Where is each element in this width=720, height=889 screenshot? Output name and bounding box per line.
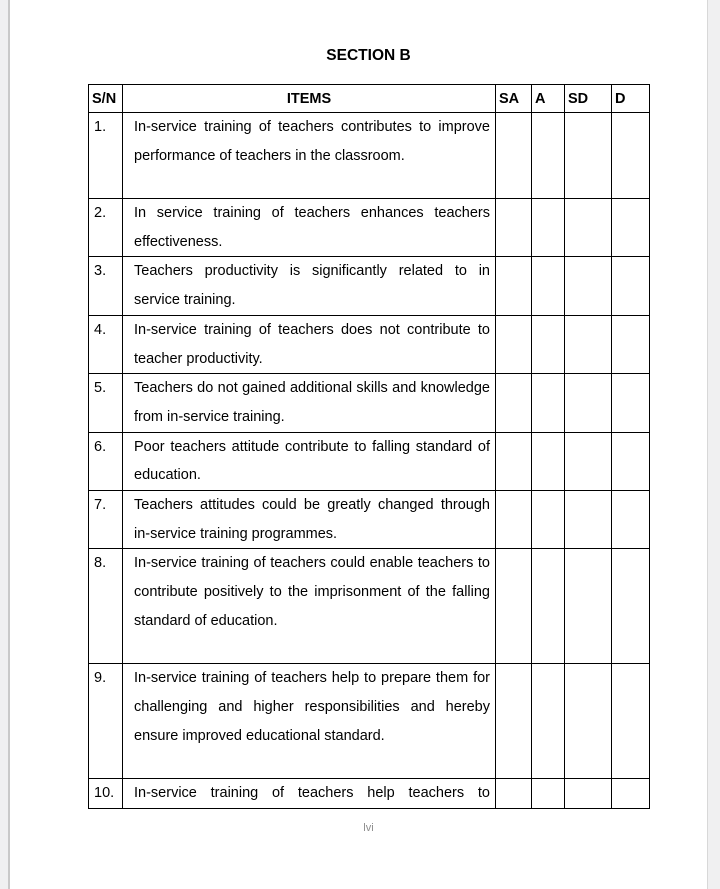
table-row [89, 199, 650, 257]
answer-cell-a[interactable] [532, 432, 565, 490]
answer-cell-d[interactable] [612, 432, 650, 490]
answer-cell-sd[interactable] [565, 549, 612, 664]
row-number: 10. [89, 779, 123, 809]
answer-cell-sa[interactable] [496, 432, 532, 490]
row-number: 3. [89, 257, 123, 315]
table-row [89, 113, 650, 199]
answer-cell-sa[interactable] [496, 374, 532, 432]
table-row [89, 779, 650, 809]
answer-cell-sd[interactable] [565, 374, 612, 432]
item-text: In-service training of teachers help to prepare them for challenging and higher responsibilities and hereby ensure improved educational standard. [123, 664, 496, 779]
answer-cell-sd[interactable] [565, 779, 612, 809]
answer-cell-d[interactable] [612, 491, 650, 549]
answer-cell-a[interactable] [532, 374, 565, 432]
table-row [89, 257, 650, 315]
answer-cell-d[interactable] [612, 549, 650, 664]
item-text: In-service training of teachers does not contribute to teacher productivity. [123, 315, 496, 373]
answer-cell-d[interactable] [612, 664, 650, 779]
row-number: 4. [89, 315, 123, 373]
answer-cell-sa[interactable] [496, 664, 532, 779]
header-items: ITEMS [123, 85, 496, 113]
answer-cell-sd[interactable] [565, 113, 612, 199]
answer-cell-sd[interactable] [565, 257, 612, 315]
item-text: In service training of teachers enhances teachers effectiveness. [123, 199, 496, 257]
item-text: Teachers do not gained additional skills and knowledge from in-service training. [123, 374, 496, 432]
item-text: In-service training of teachers help teachers to [123, 779, 496, 809]
answer-cell-sa[interactable] [496, 549, 532, 664]
table-row [89, 491, 650, 549]
answer-cell-d[interactable] [612, 113, 650, 199]
row-number: 8. [89, 549, 123, 664]
answer-cell-a[interactable] [532, 315, 565, 373]
questionnaire-table [88, 84, 650, 809]
row-number: 6. [89, 432, 123, 490]
answer-cell-sd[interactable] [565, 664, 612, 779]
answer-cell-d[interactable] [612, 779, 650, 809]
item-text: In-service training of teachers contributes to improve performance of teachers in the classroom. [123, 113, 496, 199]
answer-cell-sa[interactable] [496, 491, 532, 549]
document-content [88, 0, 649, 835]
row-number: 5. [89, 374, 123, 432]
header-sd: SD [565, 85, 612, 113]
answer-cell-d[interactable] [612, 199, 650, 257]
answer-cell-sa[interactable] [496, 199, 532, 257]
answer-cell-a[interactable] [532, 491, 565, 549]
answer-cell-a[interactable] [532, 664, 565, 779]
answer-cell-a[interactable] [532, 257, 565, 315]
header-row [89, 85, 650, 113]
header-d: D [612, 85, 650, 113]
answer-cell-d[interactable] [612, 374, 650, 432]
table-row [89, 374, 650, 432]
answer-cell-sa[interactable] [496, 113, 532, 199]
answer-cell-sa[interactable] [496, 315, 532, 373]
answer-cell-d[interactable] [612, 257, 650, 315]
item-text: Teachers attitudes could be greatly changed through in-service training programmes. [123, 491, 496, 549]
header-a: A [532, 85, 565, 113]
header-sn: S/N [89, 85, 123, 113]
answer-cell-sa[interactable] [496, 779, 532, 809]
item-text: Poor teachers attitude contribute to falling standard of education. [123, 432, 496, 490]
answer-cell-a[interactable] [532, 113, 565, 199]
answer-cell-sd[interactable] [565, 315, 612, 373]
answer-cell-d[interactable] [612, 315, 650, 373]
answer-cell-a[interactable] [532, 199, 565, 257]
row-number: 9. [89, 664, 123, 779]
table-row [89, 315, 650, 373]
answer-cell-a[interactable] [532, 779, 565, 809]
table-row [89, 432, 650, 490]
table-row [89, 549, 650, 664]
item-text: Teachers productivity is significantly related to in service training. [123, 257, 496, 315]
row-number: 1. [89, 113, 123, 199]
page-number: lvi [363, 822, 374, 835]
answer-cell-sd[interactable] [565, 491, 612, 549]
section-title: SECTION B [326, 47, 411, 64]
answer-cell-sd[interactable] [565, 432, 612, 490]
table-row [89, 664, 650, 779]
row-number: 7. [89, 491, 123, 549]
item-text: In-service training of teachers could enable teachers to contribute positively to the imprisonment of the falling standard of education. [123, 549, 496, 664]
answer-cell-sa[interactable] [496, 257, 532, 315]
answer-cell-sd[interactable] [565, 199, 612, 257]
header-sa: SA [496, 85, 532, 113]
answer-cell-a[interactable] [532, 549, 565, 664]
document-page [8, 0, 708, 889]
row-number: 2. [89, 199, 123, 257]
